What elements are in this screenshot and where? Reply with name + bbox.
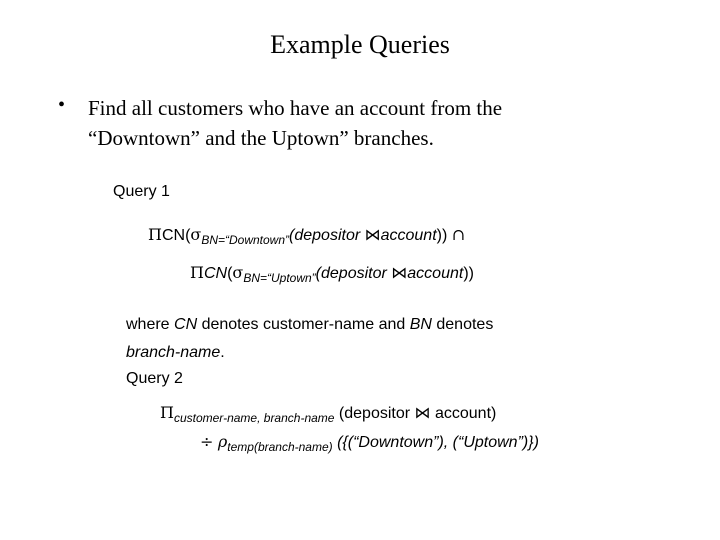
selection-symbol: σ bbox=[232, 263, 244, 282]
constant-relation: ({(“Downtown”), (“Uptown”)}) bbox=[332, 434, 539, 451]
query-2-expression-line-1 bbox=[160, 403, 496, 423]
query-1-label: Query 1 bbox=[113, 183, 170, 200]
join-symbol: ⋈ bbox=[391, 263, 408, 282]
query-2-label: Query 2 bbox=[126, 370, 183, 387]
close-paren: )) bbox=[463, 265, 474, 282]
relation-depositor: (depositor bbox=[334, 405, 415, 422]
query-2-expression-line-2 bbox=[200, 432, 539, 452]
open-paren: ( bbox=[227, 265, 233, 282]
relation-account: account) bbox=[430, 405, 497, 422]
selection-symbol: σ bbox=[190, 225, 202, 244]
projection-symbol: Π bbox=[148, 225, 162, 244]
join-symbol: ⋈ bbox=[414, 403, 431, 422]
join-symbol: ⋈ bbox=[364, 225, 381, 244]
division-symbol: ÷ bbox=[200, 432, 214, 451]
rename-target: temp(branch-name) bbox=[227, 440, 333, 454]
open-paren: ( bbox=[185, 227, 191, 244]
rename-symbol: ρ bbox=[217, 432, 228, 451]
bullet-line-2: “Downtown” and the Uptown” branches. bbox=[88, 126, 434, 150]
bullet-line-1: Find all customers who have an account from the bbox=[88, 96, 503, 120]
relation-account: account bbox=[380, 227, 437, 244]
projection-symbol: Π bbox=[160, 403, 174, 422]
selection-condition: BN=“Downtown” bbox=[201, 233, 290, 247]
relation-depositor: (depositor bbox=[289, 227, 365, 244]
close-paren: )) bbox=[436, 227, 448, 244]
projection-attribute: CN bbox=[203, 265, 228, 282]
selection-condition: BN=“Uptown” bbox=[243, 271, 316, 285]
projection-symbol: Π bbox=[190, 263, 204, 282]
note-text bbox=[126, 311, 493, 367]
projection-attribute: CN bbox=[161, 227, 186, 244]
page-title: Example Queries bbox=[270, 30, 450, 59]
bullet-marker: • bbox=[58, 94, 66, 116]
relation-account: account bbox=[407, 265, 464, 282]
query-1-expression-line-2 bbox=[190, 263, 474, 283]
bullet-text bbox=[88, 93, 502, 153]
intersection-symbol: ∩ bbox=[451, 225, 466, 244]
query-1-expression-line-1 bbox=[148, 225, 465, 245]
relation-depositor: (depositor bbox=[315, 265, 392, 282]
note-line-2: branch-name. bbox=[126, 344, 225, 361]
projection-attributes: customer-name, branch-name bbox=[173, 411, 335, 425]
note-line-1: where CN denotes customer-name and BN denotes bbox=[126, 316, 494, 333]
